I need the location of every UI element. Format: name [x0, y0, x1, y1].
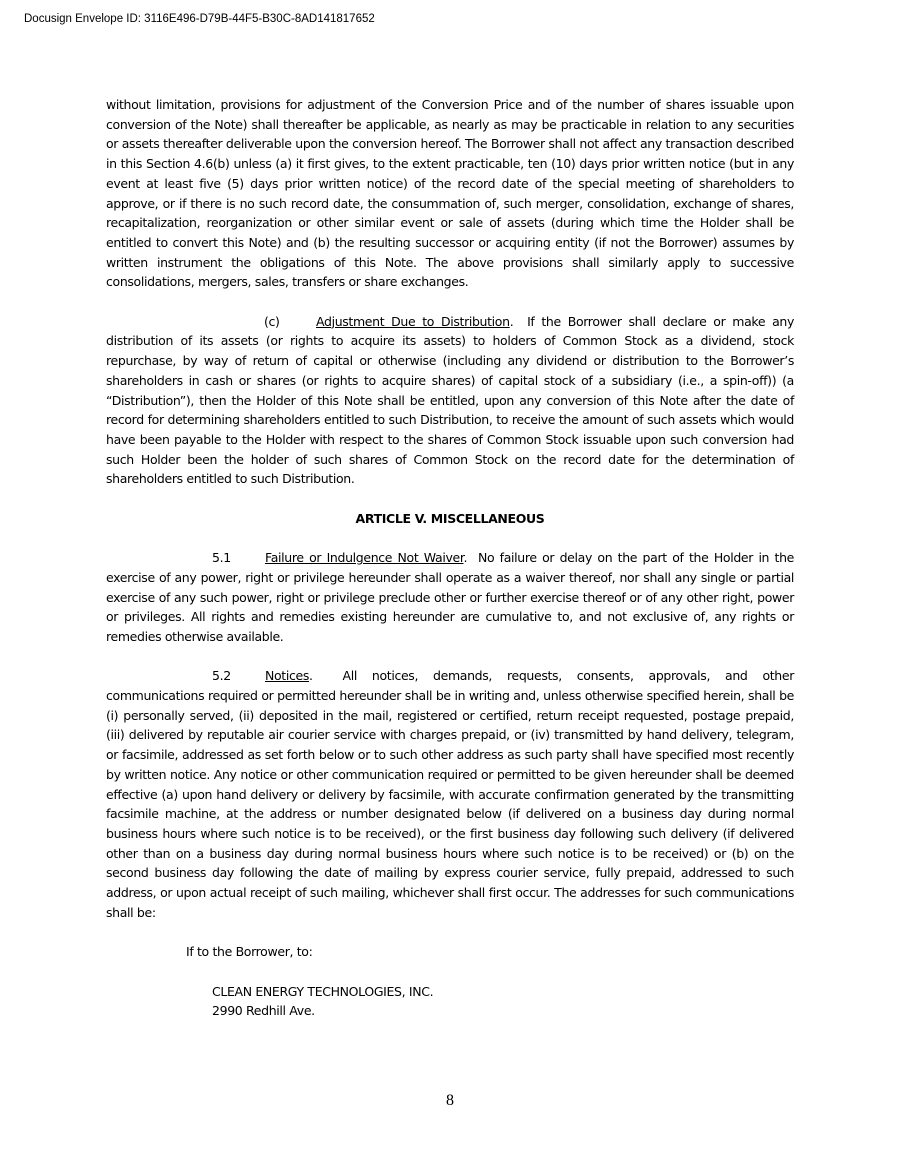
section-5-1-number: 5.1	[212, 550, 231, 566]
section-5-2-paragraph	[106, 666, 794, 922]
borrower-address	[106, 982, 794, 1021]
section-c-text: If the Borrower shall declare or make any distribution of its assets (or rights to acquire its assets) to holders of Common Stock as a dividend, stock repurchase, by way of return of capital or otherwise (including any dividend or distribution to the Borrower’s shareholders in cash or shares (or rights to acquire shares) of capital stock of a subsidiary (i.e., a spin-off)) (a “Distribution”), then the Holder of this Note shall be entitled, upon any conversion of this Note after the date of record for determining shareholders entitled to such Distribution, to receive the amount of such assets which would have been payable to the Holder with respect to the shares of Common Stock issuable upon such conversion had such Holder been the holder of such shares of Common Stock on the record date for the determination of shareholders entitled to such Distribution.	[106, 313, 795, 487]
section-5-1-text: No failure or delay on the part of the Holder in the exercise of any power, right or privilege hereunder shall operate as a waiver thereof, nor shall any single or partial exercise of any such power, right or privilege preclude other or further exercise thereof or of any other right, power or privileges. All rights and remedies existing hereunder are cumulative to, and not exclusive of, any rights or remedies otherwise available.	[106, 550, 795, 644]
address-line: 2990 Redhill Ave.	[212, 1003, 315, 1019]
section-c-paragraph	[106, 312, 794, 489]
section-5-1-period: .	[463, 550, 478, 566]
section-c-number: (c)	[264, 313, 280, 329]
continued-paragraph: without limitation, provisions for adjustment of the Conversion Price and of the number of shares issuable upon conversion of the Note) shall thereafter be applicable, as nearly as may be practicable in relation to any securities or assets thereafter deliverable upon the conversion hereof. The Borrower shall not affect any transaction described in this Section 4.6(b) unless (a) it first gives, to the extent practicable, ten (10) days prior written notice (but in any event at least five (5) days prior written notice) of the record date of the special meeting of shareholders to approve, or if there is no such record date, the consummation of, such merger, consolidation, exchange of shares, recapitalization, reorganization or other similar event or sale of assets (during which time the Holder shall be entitled to convert this Note) and (b) the resulting successor or acquiring entity (if not the Borrower) assumes by written instrument the obligations of this Note. The above provisions shall similarly apply to successive consolidations, mergers, sales, transfers or share exchanges.	[106, 97, 794, 290]
document-body	[106, 95, 794, 1021]
section-5-1-title: Failure or Indulgence Not Waiver	[265, 550, 464, 566]
section-5-2-title: Notices	[265, 668, 309, 684]
section-5-2-text: All notices, demands, requests, consents, approvals, and other communications required or permitted hereunder shall be in writing and, unless otherwise specified herein, shall be (i) personally served, (ii) deposited in the mail, registered or certified, return receipt requested, postage prepaid, (iii) delivered by reputable air courier service with charges prepaid, or (iv) transmitted by hand delivery, telegram, or facsimile, addressed as set forth below or to such other address as such party shall have specified most recently by written notice. Any notice or other communication required or permitted to be given hereunder shall be deemed effective (a) upon hand delivery or delivery by facsimile, with accurate confirmation generated by the transmitting facsimile machine, at the address or number designated below (if delivered on a business day during normal business hours where such notice is to be received), or the first business day following such delivery (if delivered other than on a business day during normal business hours where such notice is to be received) or (b) on the second business day following the date of mailing by express courier service, fully prepaid, addressed to such address, or upon actual receipt of such mailing, whichever shall first occur. The addresses for such communications shall be:	[106, 668, 794, 920]
docusign-envelope-id: Docusign Envelope ID: 3116E496-D79B-44F5-B30C-8AD141817652	[24, 13, 375, 25]
section-c-title: Adjustment Due to Distribution	[316, 313, 510, 329]
article-heading: ARTICLE V. MISCELLANEOUS	[355, 510, 545, 526]
section-5-1-paragraph	[106, 548, 794, 647]
page-number: 8	[446, 1092, 454, 1109]
address-intro: If to the Borrower, to:	[186, 944, 313, 960]
section-5-2-period: .	[309, 668, 343, 684]
section-5-2-number: 5.2	[212, 668, 231, 684]
section-c-period: .	[509, 313, 528, 329]
address-line: CLEAN ENERGY TECHNOLOGIES, INC.	[212, 983, 434, 999]
